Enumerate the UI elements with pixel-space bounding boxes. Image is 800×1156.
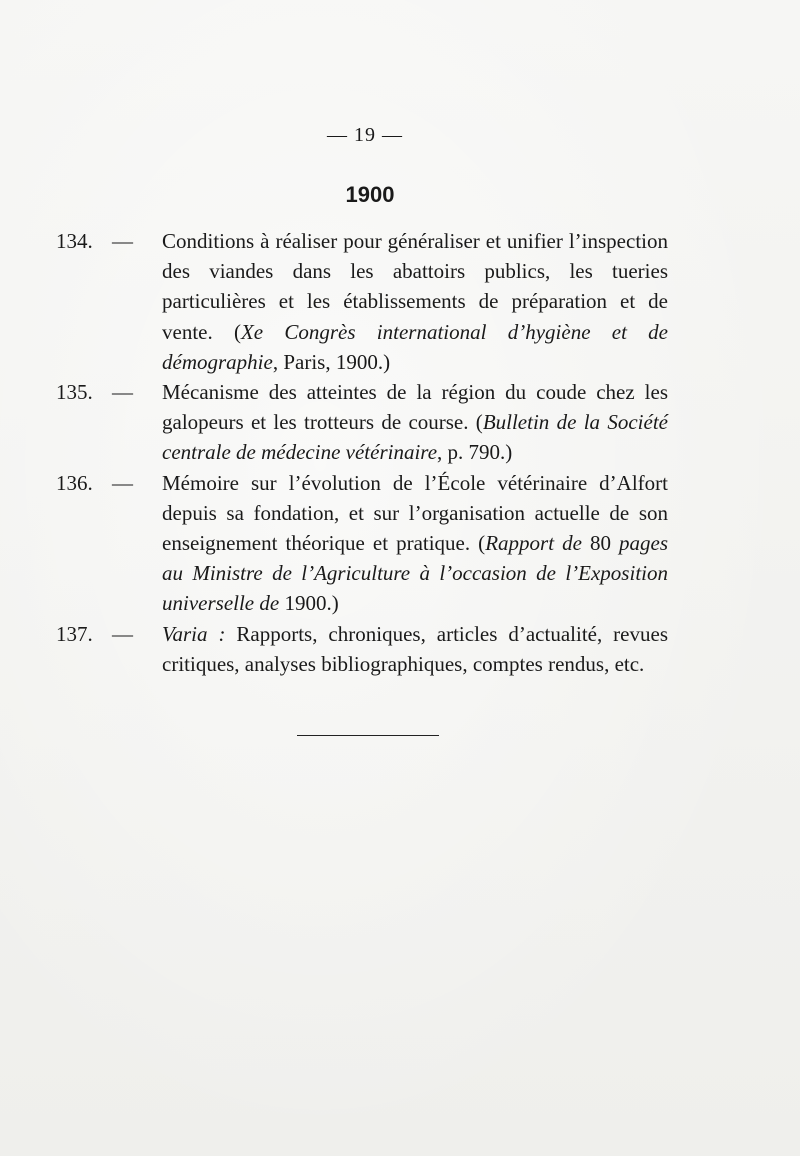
- entry-text: [162, 468, 668, 619]
- entry-number: 135.: [56, 380, 93, 405]
- entry-dash: —: [112, 229, 133, 253]
- entry-dash: —: [112, 621, 133, 646]
- entry-segment: Mécanisme des atteintes de la région du coude chez les galopeurs et les trotteurs de course. (: [162, 380, 668, 435]
- entry-segment: 80: [581, 531, 620, 556]
- page-number: — 19 —: [327, 124, 403, 146]
- bibliography-entry: [56, 619, 668, 679]
- entry-text: [162, 226, 668, 377]
- entry-segment: Mémoire sur l’évolution de l’École vétérinaire d’Alfort depuis sa fondation, et sur l’organisation actuelle de son enseignement théorique et pratique. (: [162, 470, 668, 556]
- entry-segment: , p. 790.): [437, 440, 513, 465]
- bibliography-list: [56, 226, 668, 679]
- entry-number: 136.: [56, 470, 93, 495]
- entry-dash: —: [112, 470, 133, 495]
- entry-segment: 1900.): [279, 591, 339, 616]
- bibliography-entry: [56, 468, 668, 619]
- bibliography-entry: [56, 226, 668, 377]
- entry-italic-segment: Rapport de: [485, 531, 582, 556]
- entry-italic-segment: pages au Ministre de l’Agriculture à l’occasion de l’Exposition universelle de: [162, 531, 669, 616]
- entry-segment: Conditions à réaliser pour généraliser et unifier l’inspection des viandes dans les abattoirs publics, les tueries particulières et les établissements de préparation et de vente. (: [162, 229, 668, 344]
- entry-number: 137.: [56, 621, 93, 646]
- end-rule: [297, 735, 439, 736]
- entry-italic-segment: Bulletin de la Société centrale de médecine vétérinaire: [162, 410, 668, 465]
- bibliography-entry: [56, 377, 668, 468]
- entry-italic-segment: Xe Congrès international d’hygiène et de démographie: [162, 319, 668, 374]
- entry-number: 134.: [56, 229, 93, 253]
- entry-dash: —: [112, 380, 133, 405]
- year-heading: 1900: [345, 182, 395, 207]
- entry-italic-segment: Varia :: [162, 621, 226, 646]
- entry-text: [162, 377, 668, 468]
- entry-segment: , Paris, 1900.): [272, 349, 391, 374]
- entry-segment: Rapports, chroniques, articles d’actualité, revues critiques, analyses bibliographiques, comptes rendus, etc.: [162, 621, 668, 676]
- entry-text: [162, 619, 668, 679]
